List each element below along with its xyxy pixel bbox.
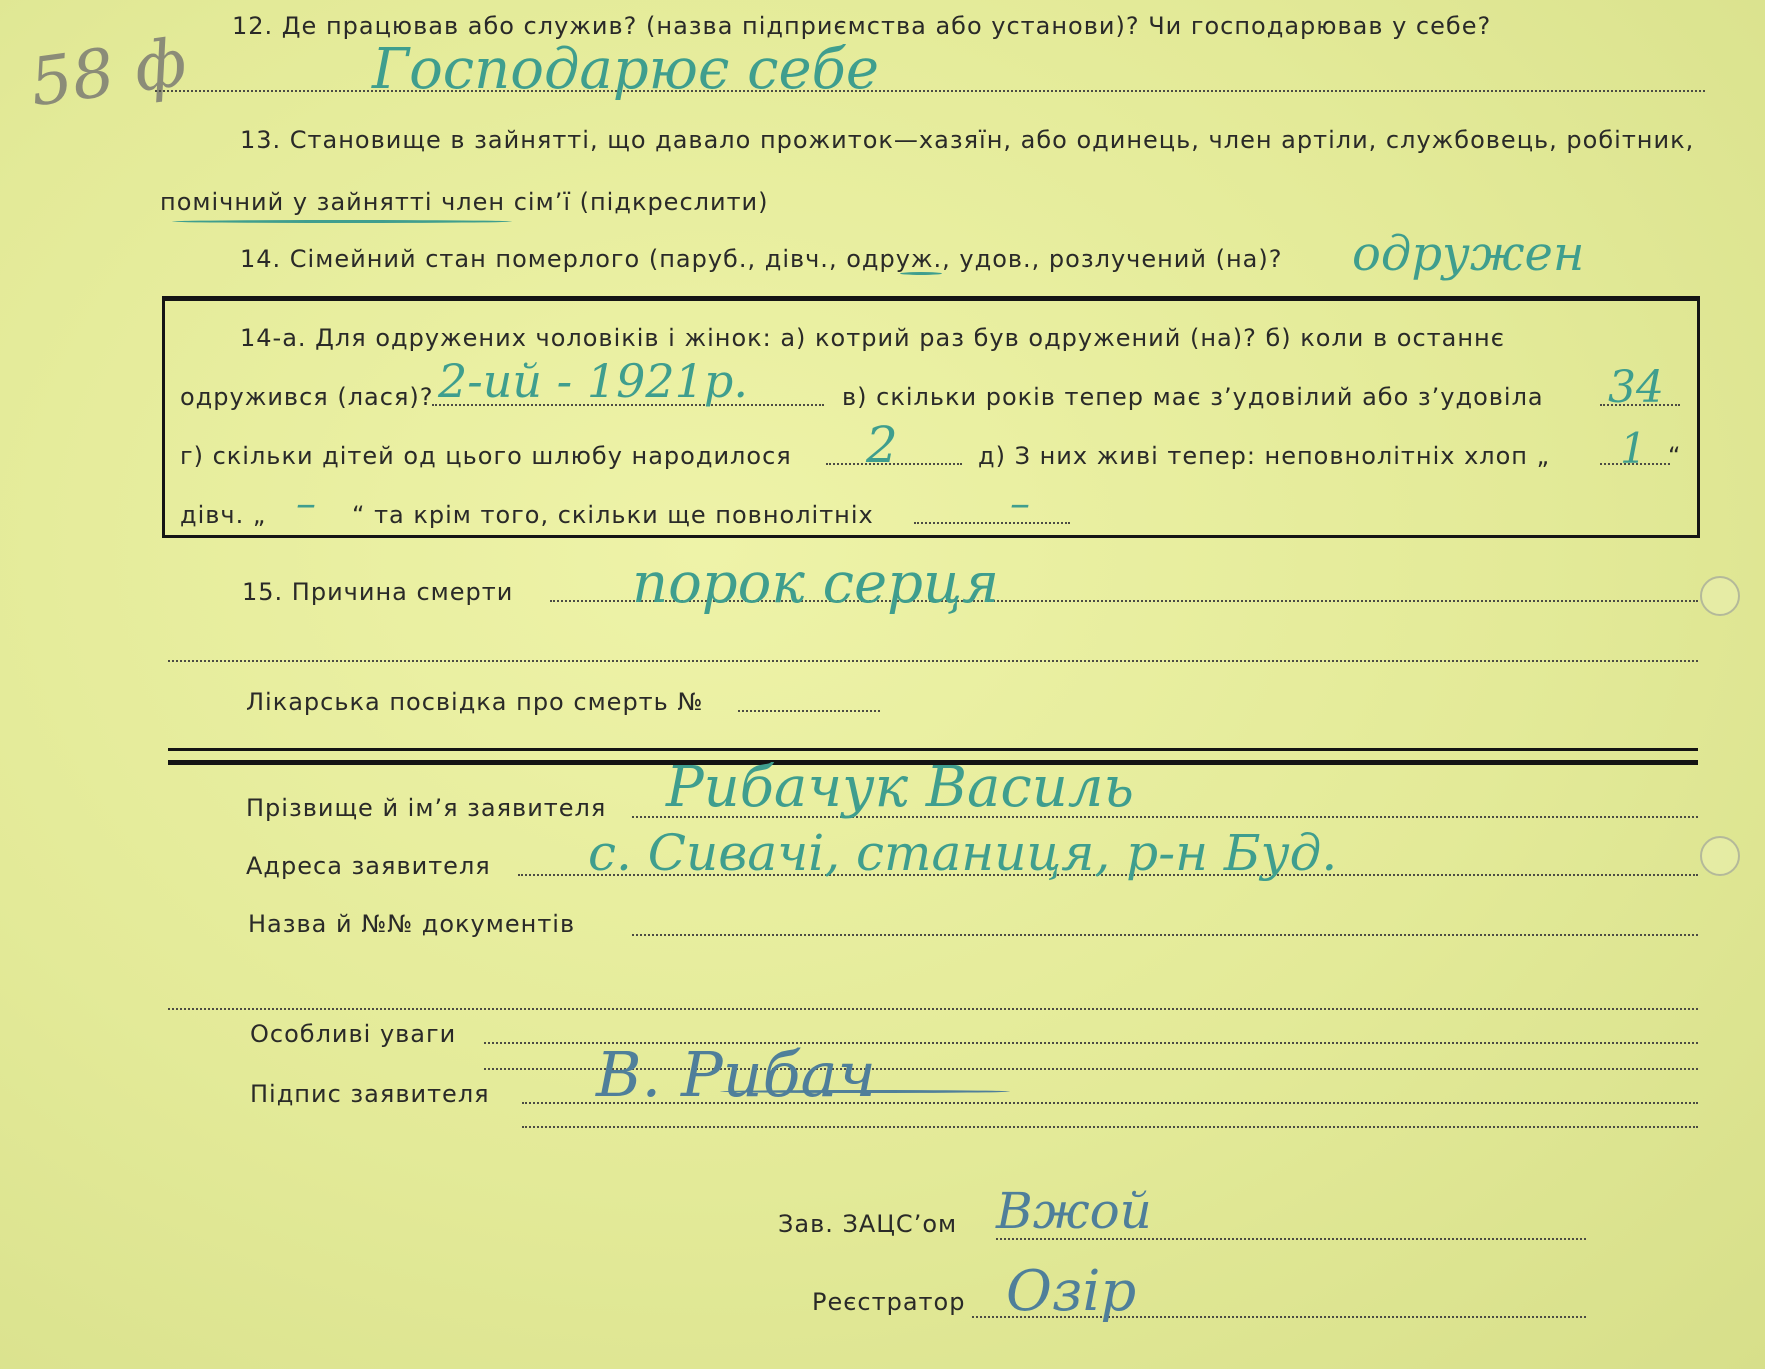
applicant-name-label: Прізвище й ім’я заявителя xyxy=(246,794,607,822)
punch-hole-upper xyxy=(1700,576,1740,616)
q13-label-line1: 13. Становище в зайнятті, що давало прожиток—хазяїн, або одинець, член артіли, службовець, робітник, xyxy=(240,126,1695,154)
q14a-answer-when: 2-ий - 1921р. xyxy=(438,354,748,408)
section-double-rule-top xyxy=(168,748,1698,751)
q14a-label-line4b: “ та крім того, скільки ще повнолітніх xyxy=(352,501,874,529)
q14-answer: одружен xyxy=(1352,226,1585,282)
applicant-address-label: Адреса заявителя xyxy=(246,852,491,880)
margin-pencil-note: 58 ф xyxy=(25,23,192,122)
special-notes-label: Особливі уваги xyxy=(250,1020,457,1048)
zags-head-signature: Вжой xyxy=(996,1182,1152,1240)
q14a-adults-line xyxy=(914,522,1070,524)
q13-underline xyxy=(172,220,512,223)
registrar-signature: Озір xyxy=(1006,1259,1137,1324)
q14a-label-line3-close: “ xyxy=(1668,442,1682,470)
q14a-answer-children: 2 xyxy=(866,416,898,474)
q14a-answer-adults: – xyxy=(1010,481,1030,527)
q12-answer: Господарює себе xyxy=(372,37,879,102)
q14-underline xyxy=(900,272,942,275)
applicant-signature-label: Підпис заявителя xyxy=(250,1080,490,1108)
q15-answer: порок серця xyxy=(632,551,1000,616)
zags-head-label: Зав. ЗАЦС’ом xyxy=(778,1210,958,1238)
q14-label: 14. Сімейний стан померлого (паруб., дівч., одруж., удов., розлучений (на)? xyxy=(240,245,1283,273)
applicant-signature: В. Рибач xyxy=(596,1038,876,1111)
q14a-label-line2b: в) скільки років тепер має з’удовілий або з’удовіла xyxy=(842,383,1544,411)
registrar-label: Реєстратор xyxy=(812,1288,966,1316)
q14a-label-line4a: дівч. „ xyxy=(180,501,267,529)
applicant-docs-line-2 xyxy=(168,1008,1698,1010)
q14a-label-line3b: д) З них живі тепер: неповнолітніх хлоп „ xyxy=(978,442,1551,470)
q14a-label-line1: 14-а. Для одружених чоловіків і жінок: а) котрий раз був одружений (на)? б) коли в останнє xyxy=(240,324,1505,352)
punch-hole-lower xyxy=(1700,836,1740,876)
q15-label: 15. Причина смерти xyxy=(242,578,514,606)
q14a-answer-boys: 1 xyxy=(1620,424,1647,473)
q14a-label-line2a: одружився (лася)? xyxy=(180,383,434,411)
applicant-signature-line-2 xyxy=(522,1126,1698,1128)
applicant-name-answer: Рибачук Василь xyxy=(666,755,1134,820)
q14a-label-line3a: г) скільки дітей од цього шлюбу народилося xyxy=(180,442,792,470)
q14a-answer-girls: – xyxy=(296,481,316,527)
q14a-answer-years: 34 xyxy=(1608,362,1664,413)
medical-certificate-label: Лікарська посвідка про смерть № xyxy=(246,688,704,716)
q15-answer-line-2 xyxy=(168,660,1698,662)
applicant-docs-line xyxy=(632,934,1698,936)
applicant-signature-flourish xyxy=(720,1090,1010,1093)
q12-label: 12. Де працював або служив? (назва підприємства або установи)? Чи господарював у себе? xyxy=(232,12,1492,40)
applicant-docs-label: Назва й №№ документів xyxy=(248,910,576,938)
applicant-address-answer: с. Сивачі, станиця, р-н Буд. xyxy=(588,824,1338,882)
medical-certificate-line xyxy=(738,710,880,712)
q13-label-line2: помічний у зайнятті член сім’ї (підкреслити) xyxy=(160,188,769,216)
